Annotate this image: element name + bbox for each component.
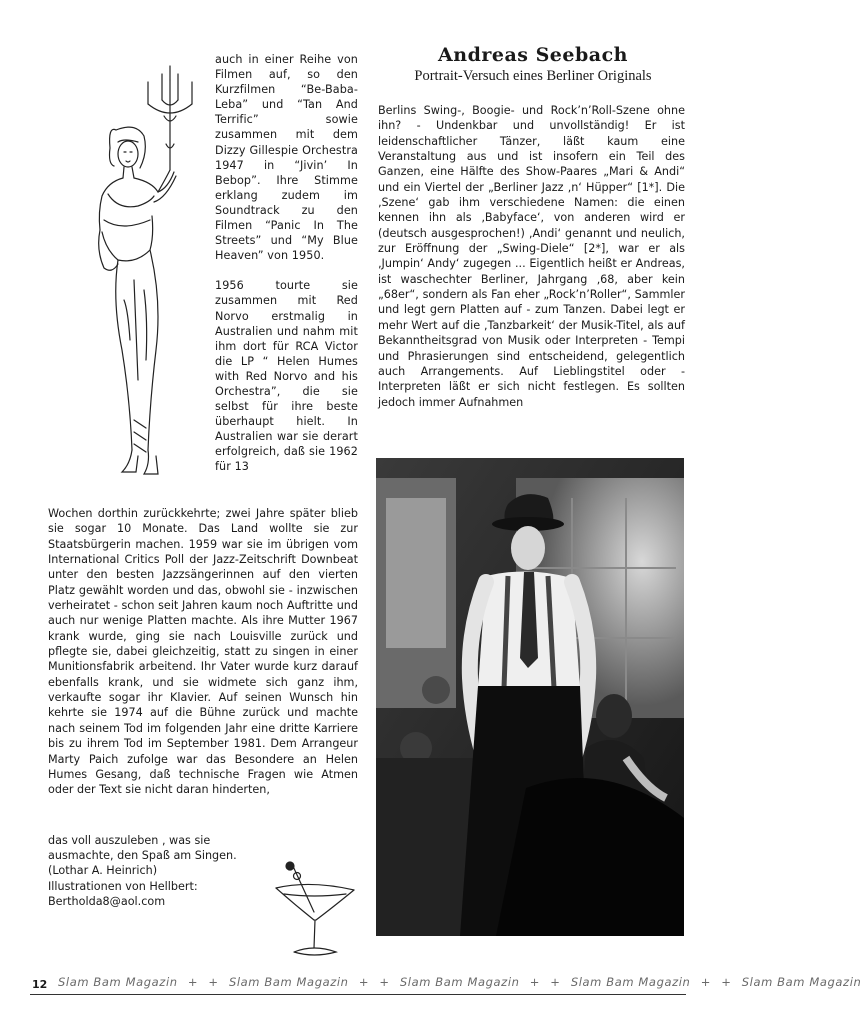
footer-text: + xyxy=(358,975,370,989)
footer-text: Slam Bam Magazin xyxy=(399,975,520,989)
page-number: 12 xyxy=(32,978,48,991)
footer-text: Slam Bam Magazin xyxy=(58,975,178,989)
woman-with-candelabra-illustration xyxy=(78,60,213,480)
footer-text: Slam Bam Magazin xyxy=(741,975,862,989)
article-title: Andreas Seebach xyxy=(438,44,628,66)
article-body xyxy=(378,103,685,410)
dancer-photo xyxy=(376,458,684,936)
footer-text: Slam Bam Magazin xyxy=(570,975,691,989)
footer-text: + xyxy=(529,975,541,989)
footer-text: + xyxy=(550,975,561,989)
illustration-credit: Illustrationen von Hellbert: xyxy=(48,879,198,893)
left-column-tail xyxy=(48,833,278,909)
footer-text: + xyxy=(721,975,732,989)
author-credit: (Lothar A. Heinrich) xyxy=(48,864,158,878)
biography-paragraph: Wochen dorthin zurückkehrte; zwei Jahre später blieb sie sogar 10 Monate. Das Land wollte sie zur Staatsbürgerin machen. 1959 war sie im übrigen vom International Critics Poll der Jazz-Zeitschrift Downbeat unter den besten Jazzsängerinnen auf den vierten Platz gewählt worden und das, obwohl sie - inzwischen verheiratet - schon seit Jahren kaum noch Auftritte und auch nur wenige Platten machte. Als ihre Mutter 1967 krank wurde, ging sie nach Louisville zurück und pflegte sie, dabei gleichzeitig, statt zu singen in einer Munitionsfabrik arbeitend. Ihr Vater wurde kurz darauf ebenfalls krank, und sie widmete sich ganz ihm, verkaufte sogar ihr Klavier. Auf seinen Wunsch hin kehrte sie 1974 auf die Bühne zurück und machte nach seinem Tod im folgenden Jahr eine dritte Karriere bis zu ihrem Tod im September 1981. Dem Arrangeur Marty Paich zufolge war das Besondere an Helen Humes Gesang, daß technische Fragen wie Atmen oder der Text sie nicht daran hinderten, xyxy=(48,507,358,797)
tail-line: ausmachte, den Spaß am Singen. xyxy=(48,849,237,863)
footer-text: + xyxy=(187,975,199,989)
footer-text: Slam Bam Magazin xyxy=(228,975,349,989)
footer-rule xyxy=(30,994,686,995)
email-address: Bertholda8@aol.com xyxy=(48,894,166,908)
article-paragraph: Berlins Swing-, Boogie- und Rock’n’Roll-Szene ohne ihn? - Undenkbar und unvollständig! Er ist leidenschaftlicher Tänzer, läßt kaum eine Veranstaltung aus und ist insofern ein Teil des Ganzen, eine Hälfte des Show-Paares „Mari & Andi“ und ein Viertel der „Berliner Jazz ‚n‘ Hüpper“ [1*]. Die ‚Szene‘ gab ihm verschiedene Namen: die einen kennen ihn als ‚Babyface‘, von anderen wird er (deutsch ausgesprochen!) ‚Andi‘ genannt und neulich, zur Eröffnung der „Swing-Diele“ [2*], war er als ‚Jumpin‘ Andy‘ zugegen ... Eigentlich heißt er Andreas, ist waschechter Berliner, Jahrgang ‚68, aber kein „68er“, sondern als Fan eher „Rock’n’Roller“, Sammler und legt gern Platten auf - zum Tanzen. Dabei legt er mehr Wert auf die ‚Tanzbarkeit‘ der Musik-Titel, als auf Bekanntheitsgrad von Musik oder Interpreten - Tempi und Phrasierungen sind entscheidend, gelegentlich auch Arrangements. Auf Lieblingstitel oder -Interpreten läßt er sich nicht festlegen. Es sollten jedoch immer Aufnahmen xyxy=(378,104,685,409)
footer-text: + xyxy=(379,975,390,989)
footer-text: + xyxy=(208,975,219,989)
tail-line: das voll auszuleben , was sie xyxy=(48,834,211,847)
cocktail-glass-illustration xyxy=(270,860,360,960)
footer-magazine-line xyxy=(58,975,862,989)
article-subtitle: Portrait-Versuch eines Berliner Originals xyxy=(414,68,652,84)
left-column-wide xyxy=(48,506,358,798)
film-paragraph: auch in einer Reihe von Filmen auf, so den Kurzfilmen “Be-Baba-Leba” und “Tan And Terrific” sowie zusammen mit dem Dizzy Gillespie Orchestra 1947 in “Jivin’ In Bebop”. Ihre Stimme erklang zudem im Soundtrack zu den Filmen “Panic In The Streets” und “My Blue Heaven” von 1950. xyxy=(215,53,358,263)
left-column-narrow xyxy=(215,52,358,475)
footer-text: + xyxy=(700,975,711,989)
australia-paragraph: 1956 tourte sie zusammen mit Red Norvo erstmalig in Australien und nahm mit ihm dort für RCA Victor die LP “ Helen Humes with Red Norvo and his Orchestra”, die sie selbst für ihre beste überhaupt hielt. In Australien war sie derart erfolgreich, daß sie 1962 für 13 xyxy=(215,279,358,474)
